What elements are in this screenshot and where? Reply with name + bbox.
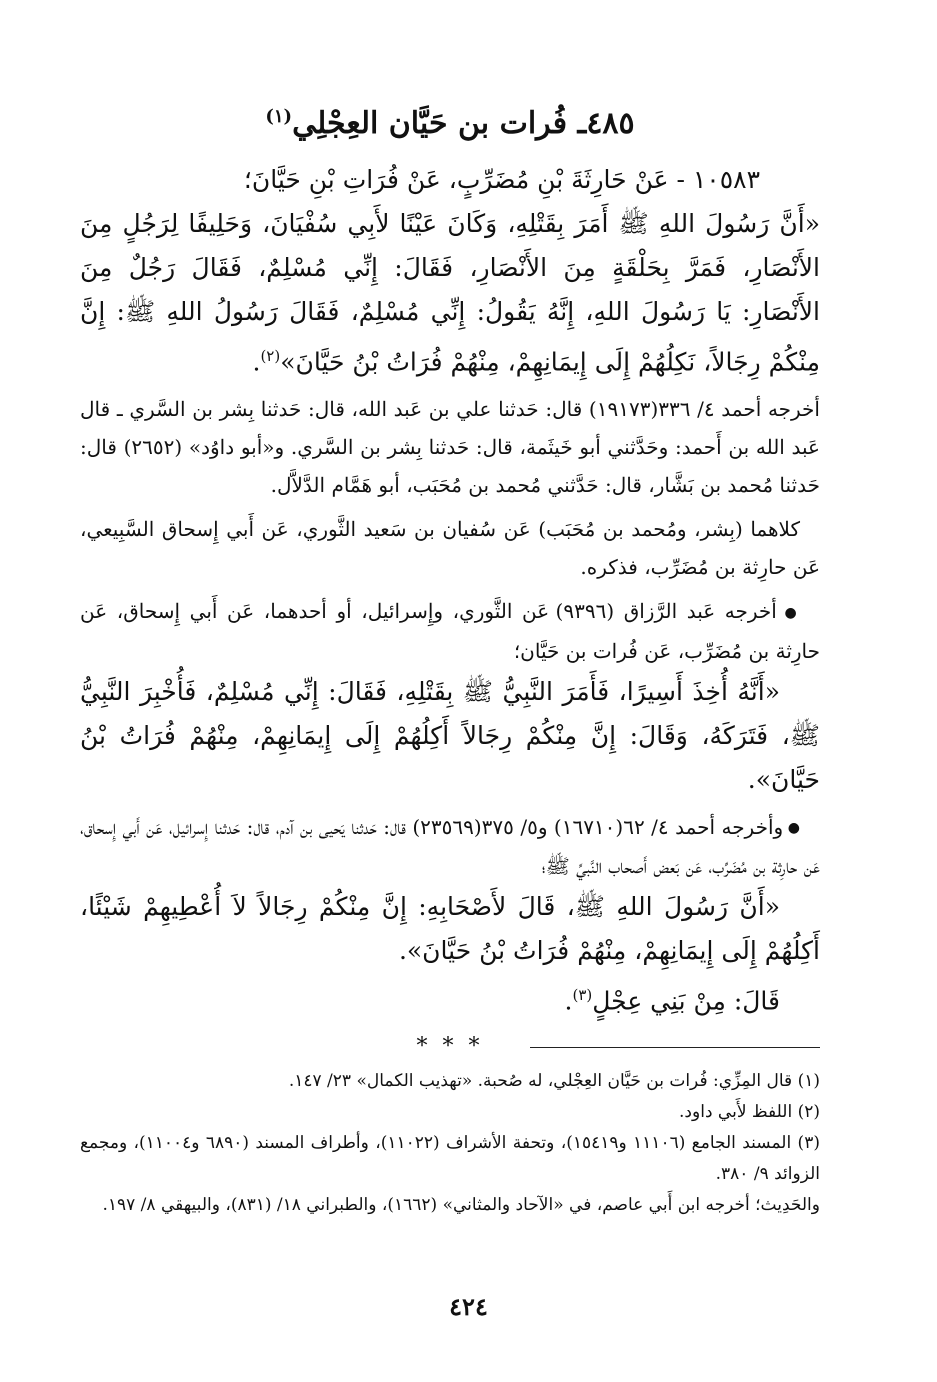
takhrij-paragraph-2: كلاهما (بِشر، ومُحمد بن مُحَبَب) عَن سُفيان بن سَعيد الثَّوري، عَن أَبي إِسحاق السَّبِيعي، عَن حارِثة بن مُضَرِّب، فذكره. <box>80 517 820 580</box>
hadith-isnad: ١٠٥٨٣ - عَنْ حَارِثَةَ بْنِ مُضَرِّبٍ، عَنْ فُرَاتِ بْنِ حَيَّانَ؛ <box>243 165 760 194</box>
page-body <box>80 95 820 1062</box>
variant-2-qala <box>80 973 820 1023</box>
entry-title <box>80 95 820 146</box>
hadith-matn <box>80 202 820 384</box>
variant-2-intro: ● وأخرجه أحمد ٤/ ٦٢(١٦٧١٠) و٥/ ٣٧٥(٢٣٥٦٩) قال: حَدثنا يَحيى بن آدم، قال: حَدثنا إِسرائيل، عَن أَبي إِسحاق، عَن حارِثة بن مُضَرِّب، عَن بَعض أَصحاب النَّبيِّ ﷺ؛ <box>80 808 820 886</box>
footnote-3-continued: والحَدِيث؛ أخرجه ابن أَبي عاصم، في «الآحاد والمثاني» (١٦٦٢)، والطبراني ١٨/ (٨٣١)، والبيهقي ٨/ ١٩٧. <box>102 1195 820 1215</box>
variant-2-footnote-marker: (٣) <box>572 986 593 1005</box>
footnote-2: (٢) اللفظ لأَبي داود. <box>679 1102 820 1122</box>
footnote-3: (٣) المسند الجامع (١١١٠٦ و١٥٤١٩)، وتحفة الأشراف (١١٠٢٢)، وأطراف المسند (٦٨٩٠ و١١٠٠٤)، ومجمع الزوائد ٩/ ٣٨٠. <box>80 1133 820 1184</box>
variant-2-qala-end: . <box>564 986 573 1016</box>
takhrij-paragraph-1: أخرجه أحمد ٤/ ٣٣٦(١٩١٧٣) قال: حَدثنا علي بن عَبد الله، قال: حَدثنا بِشر بن السَّري ـ قال عَبد الله بن أَحمد: وحَدَّثني أبو خَيثَمة، قال: حَدثنا بِشر بن السَّري. و«أبو داوُد» (٢٦٥٢) قال: حَدثنا مُحمد بن بَشَّار، قال: حَدَّثني مُحمد بن مُحَبَب، أبو هَمَّام الدَّلاَّل. <box>80 397 820 498</box>
footnote-1: (١) قال المِزِّي: فُرات بن حَيَّان العِجْلي، له صُحبة. «تهذيب الكمال» ٢٣/ ١٤٧. <box>288 1071 820 1091</box>
variant-1-intro: ● أخرجه عَبد الرَّزاق (٩٣٩٦) عَن الثَّوري، وإِسرائيل، أو أحدهما، عَن أَبي إِسحاق، عَن حارِثة بن مُضَرِّب، عَن فُرات بن حَيَّان؛ <box>80 592 820 670</box>
page-number: ٤٢٤ <box>449 1292 488 1321</box>
hadith-matn-text: «أَنَّ رَسُولَ اللهِ ﷺ أَمَرَ بِقَتْلِهِ، وَكَانَ عَيْنًا لأَبِي سُفْيَانَ، وَحَلِيفًا لِرَجُلٍ مِنَ الأَنْصَارِ، فَمَرَّ بِحَلْقَةٍ مِنَ الأَنْصَارِ، فَقَالَ: إِنِّي مُسْلِمٌ، فَقَالَ رَجُلٌ مِنَ الأَنْصَارِ: يَا رَسُولَ اللهِ، إِنَّهُ يَقُولُ: إِنِّي مُسْلِمٌ، فَقَالَ رَسُولُ اللهِ ﷺ: إِنَّ مِنْكُمْ رِجَالاً، نَكِلُهُمْ إِلَى إِيمَانِهِمْ، مِنْهُمْ فُرَاتُ بْنُ حَيَّانَ» <box>80 209 820 377</box>
variant-2-qala-text: قَالَ: مِنْ بَنِي عِجْلٍ <box>592 986 780 1016</box>
footnotes <box>80 1066 820 1221</box>
variant-1-matn: «أَنَّهُ أُخِذَ أَسِيرًا، فَأَمَرَ النَّبِيُّ ﷺ بِقَتْلِهِ، فَقَالَ: إِنِّي مُسْلِمٌ، فَأُخْبِرَ النَّبِيُّ ﷺ، فَتَرَكَهُ، وَقَالَ: إِنَّ مِنْكُمْ رِجَالاً أَكِلُهُمْ إِلَى إِيمَانِهِمْ، مِنْهُمْ فُرَاتُ بْنُ حَيَّانَ». <box>80 676 820 794</box>
footnote-divider <box>530 1047 820 1048</box>
hadith-footnote-marker: (٢) <box>260 347 281 365</box>
title-footnote-marker: (١) <box>265 106 293 127</box>
entry-title-text: ٤٨٥ـ فُرات بن حَيَّان العِجْلِي <box>292 106 635 141</box>
section-separator: * * * <box>416 1033 484 1059</box>
variant-2-matn: «أَنَّ رَسُولَ اللهِ ﷺ، قَالَ لأَصْحَابِهِ: إِنَّ مِنْكُمْ رِجَالاً لاَ أُعْطِيهِمْ شَيْئًا، أَكِلُهُمْ إِلَى إِيمَانِهِمْ، مِنْهُمْ فُرَاتُ بْنُ حَيَّانَ». <box>80 892 820 966</box>
hadith-matn-end: . <box>252 347 261 377</box>
